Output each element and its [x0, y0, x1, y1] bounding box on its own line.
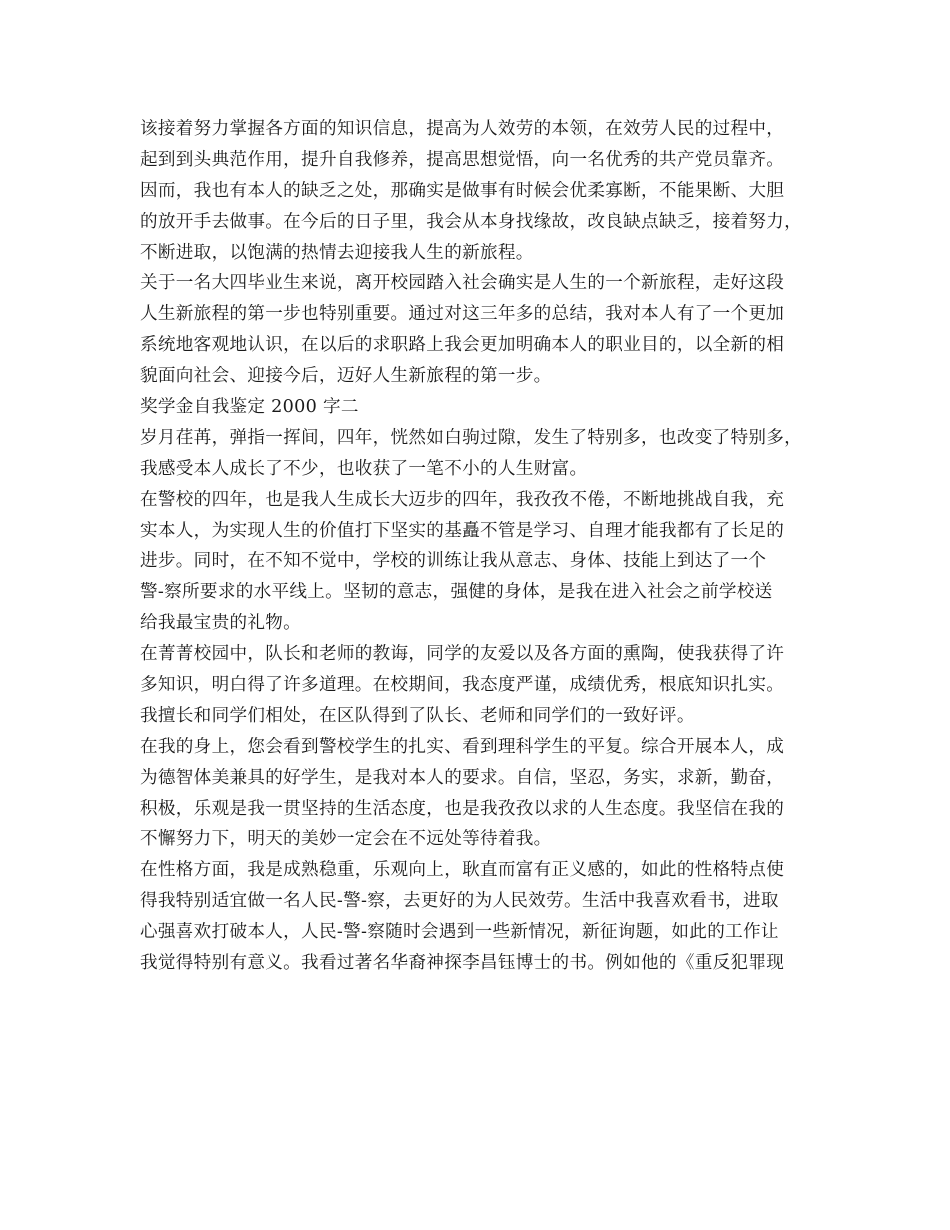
- text-line: 为德智体美兼具的好学生，是我对本人的要求。自信，坚忍，务实，求新，勤奋，: [140, 767, 785, 788]
- text-line: 我感受本人成长了不少，也收获了一笔不小的人生财富。: [140, 458, 588, 479]
- text-line: 进步。同时，在不知不觉中，学校的训练让我从意志、身体、技能上到达了一个: [140, 551, 767, 572]
- text-line: 我觉得特别有意义。我看过著名华裔神探李昌钰博士的书。例如他的《重反犯罪现: [140, 953, 785, 974]
- text-line: 不懈努力下，明天的美妙一定会在不远处等待着我。: [140, 829, 552, 850]
- text-line: 在警校的四年，也是我人生成长大迈步的四年，我孜孜不倦，不断地挑战自我，充: [140, 489, 785, 510]
- text-line: 因而，我也有本人的缺乏之处，那确实是做事有时候会优柔寡断，不能果断、大胆: [140, 180, 785, 201]
- text-line: 得我特别适宜做一名人民-警-察，去更好的为人民效劳。生活中我喜欢看书，进取: [140, 891, 779, 912]
- text-line: 实本人，为实现人生的价值打下坚实的基矗不管是学习、自理才能我都有了长足的: [140, 520, 785, 541]
- text-line: 多知识，明白得了许多道理。在校期间，我态度严谨，成绩优秀，根底知识扎实。: [140, 675, 785, 696]
- text-line: 该接着努力掌握各方面的知识信息，提高为人效劳的本领，在效劳人民的过程中，: [140, 119, 785, 139]
- text-line: 起到到头典范作用，提升自我修养，提高思想觉悟，向一名优秀的共产党员靠齐。: [140, 149, 785, 170]
- text-line: 系统地客观地认识，在以后的求职路上我会更加明确本人的职业目的，以全新的相: [140, 335, 785, 356]
- document-body: [140, 114, 840, 979]
- text-line: 给我最宝贵的礼物。: [140, 613, 302, 634]
- text-line: 积极，乐观是我一贯坚持的生活态度，也是我孜孜以求的人生态度。我坚信在我的: [140, 798, 785, 819]
- text-line: 我擅长和同学们相处，在区队得到了队长、老师和同学们的一致好评。: [140, 705, 695, 726]
- text-line: 警-察所要求的水平线上。坚韧的意志，强健的身体，是我在进入社会之前学校送: [140, 582, 773, 603]
- text-line: 貌面向社会、迎接今后，迈好人生新旅程的第一步。: [140, 366, 552, 387]
- text-line: 心强喜欢打破本人，人民-警-察随时会遇到一些新情况，新征询题，如此的工作让: [140, 922, 779, 943]
- text-line: 岁月荏苒，弹指一挥间，四年，恍然如白驹过隙，发生了特别多，也改变了特别多，: [140, 427, 803, 448]
- text-line: 不断进取，以饱满的热情去迎接我人生的新旅程。: [140, 242, 534, 263]
- text-line: 关于一名大四毕业生来说，离开校园踏入社会确实是人生的一个新旅程，走好这段: [140, 273, 785, 294]
- section-heading: 奖学金自我鉴定 2000 字二: [140, 397, 359, 418]
- text-line: 在菁菁校园中，队长和老师的教诲，同学的友爱以及各方面的熏陶，使我获得了许: [140, 644, 785, 665]
- text-line: 的放开手去做事。在今后的日子里，我会从本身找缘故，改良缺点缺乏，接着努力，: [140, 211, 803, 232]
- text-line: 在性格方面，我是成熟稳重，乐观向上，耿直而富有正义感的，如此的性格特点使: [140, 860, 785, 881]
- text-line: 在我的身上，您会看到警校学生的扎实、看到理科学生的平复。综合开展本人，成: [140, 736, 785, 757]
- text-line: 人生新旅程的第一步也特别重要。通过对这三年多的总结，我对本人有了一个更加: [140, 304, 785, 325]
